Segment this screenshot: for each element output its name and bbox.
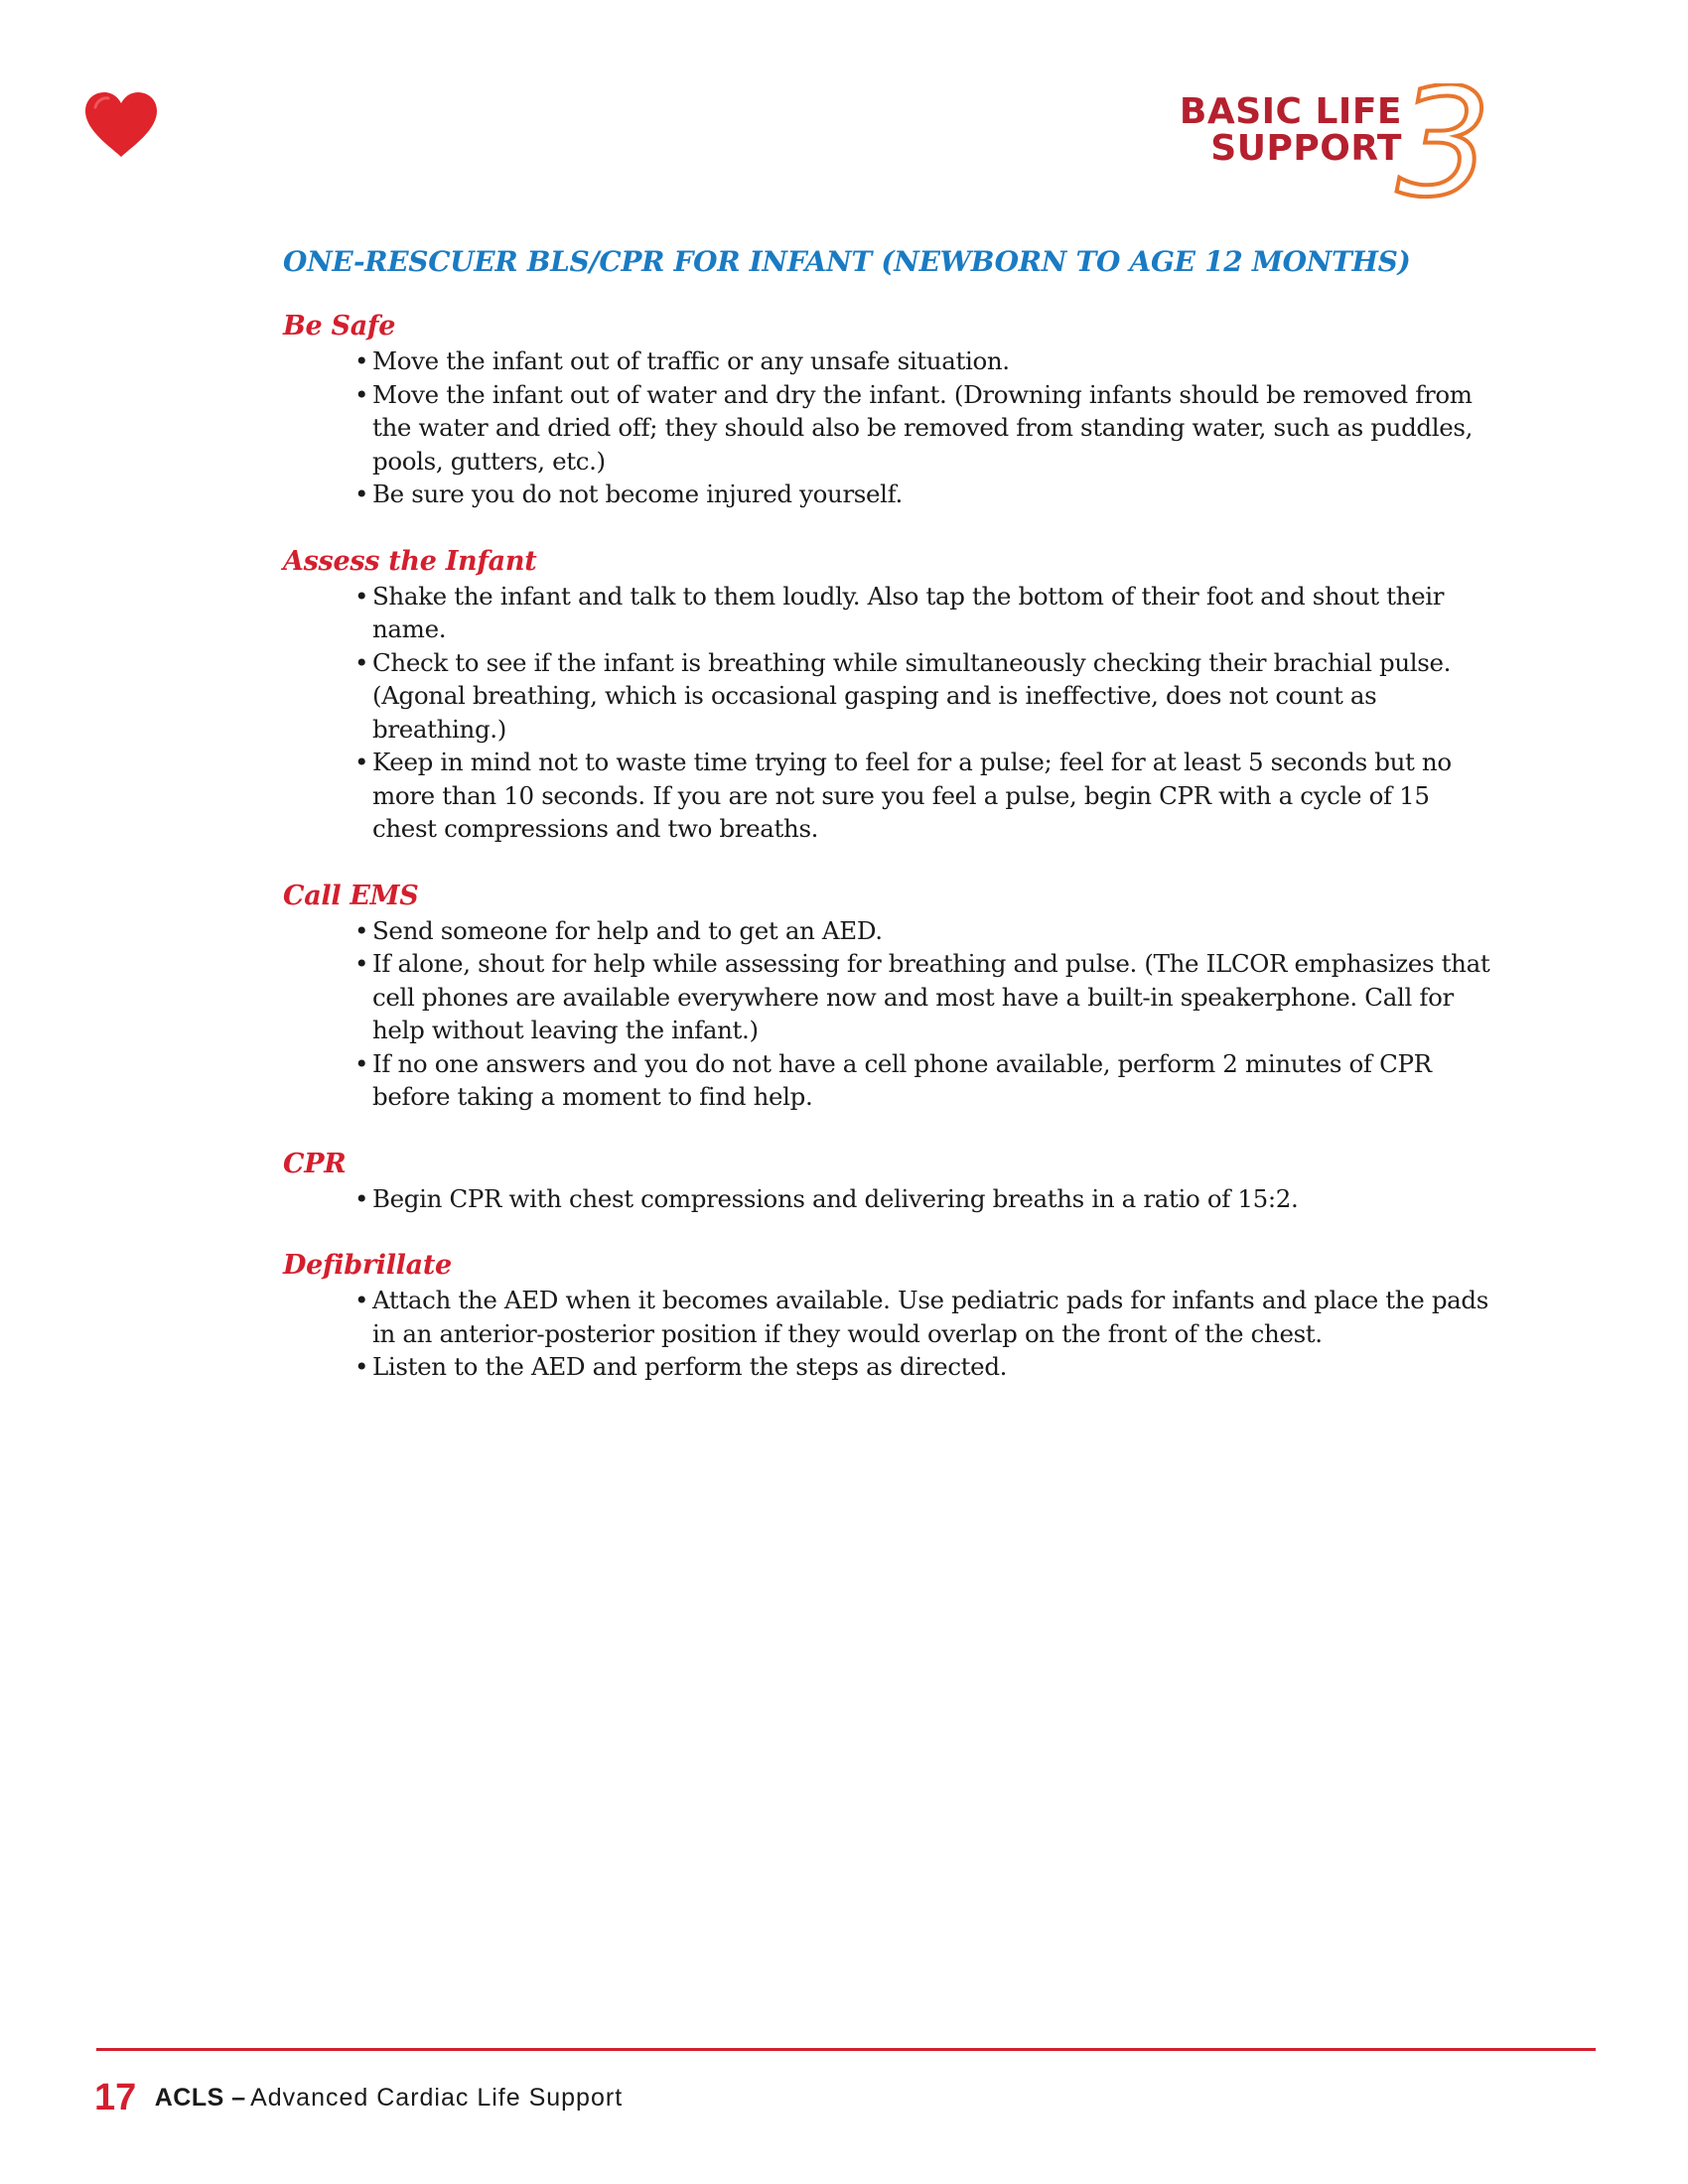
section-heading: CPR: [283, 1148, 347, 1179]
heart-logo-icon: [83, 91, 159, 159]
chapter-title: [1180, 93, 1402, 167]
chapter-title-line1: BASIC LIFE: [1179, 91, 1402, 132]
bullet-list: [283, 914, 1494, 1114]
footer-long-title: Advanced Cardiac Life Support: [250, 2084, 624, 2112]
section: [283, 880, 1494, 1114]
page-content: [283, 244, 1494, 1418]
list-item: • Shake the infant and talk to them loudly. Also tap the bottom of their foot and shout their name.: [354, 580, 1494, 646]
list-item: • Begin CPR with chest compressions and delivering breaths in a ratio of 15:2.: [354, 1182, 1494, 1216]
bullet-list: [283, 1182, 1494, 1216]
list-item: • If no one answers and you do not have a cell phone available, perform 2 minutes of CPR before taking a moment to find help.: [354, 1047, 1494, 1114]
page-number: 17: [94, 2077, 137, 2118]
section-heading: Be Safe: [283, 311, 396, 341]
list-item: • Move the infant out of traffic or any unsafe situation.: [354, 344, 1494, 378]
section: [283, 545, 1494, 846]
section: [283, 310, 1494, 511]
section-heading: Call EMS: [283, 880, 419, 911]
footer-divider: [96, 2048, 1596, 2051]
sections-container: [283, 310, 1494, 1384]
list-item: • Check to see if the infant is breathing while simultaneously checking their brachial pulse. (Agonal breathing, which is occasional gasping and is ineffective, does not count as breathing.): [354, 646, 1494, 747]
footer-short-title: ACLS –: [154, 2084, 246, 2112]
page-footer: [94, 2077, 623, 2119]
page-title: ONE-RESCUER BLS/CPR FOR INFANT (NEWBORN TO AGE 12 MONTHS): [283, 245, 1411, 278]
list-item: • Keep in mind not to waste time trying to feel for a pulse; feel for at least 5 seconds but no more than 10 seconds. If you are not sure you feel a pulse, begin CPR with a cycle of 15 chest compressions and two breaths.: [354, 746, 1494, 846]
section-heading: Defibrillate: [283, 1250, 452, 1281]
list-item: • If alone, shout for help while assessing for breathing and pulse. (The ILCOR emphasizes that cell phones are available everywhere now and most have a built-in speakerphone. Call for help without leaving the infant.): [354, 947, 1494, 1047]
list-item: • Attach the AED when it becomes available. Use pediatric pads for infants and place the pads in an anterior-posterior position if they would overlap on the front of the chest.: [354, 1284, 1494, 1350]
chapter-header: [1172, 83, 1491, 216]
section: [283, 1148, 1494, 1216]
bullet-list: [283, 580, 1494, 846]
bullet-list: [283, 1284, 1494, 1384]
chapter-number-text: 3: [1396, 83, 1491, 212]
bullet-list: [283, 344, 1494, 511]
list-item: • Move the infant out of water and dry the infant. (Drowning infants should be removed from the water and dried off; they should also be removed from standing water, such as puddles, pools, gutters, etc.): [354, 378, 1494, 478]
list-item: • Be sure you do not become injured yourself.: [354, 478, 1494, 511]
list-item: • Send someone for help and to get an AED.: [354, 914, 1494, 948]
section: [283, 1249, 1494, 1384]
chapter-title-line2: SUPPORT: [1210, 128, 1402, 169]
list-item: • Listen to the AED and perform the steps as directed.: [354, 1350, 1494, 1384]
section-heading: Assess the Infant: [283, 545, 537, 577]
chapter-number: [1394, 83, 1493, 212]
